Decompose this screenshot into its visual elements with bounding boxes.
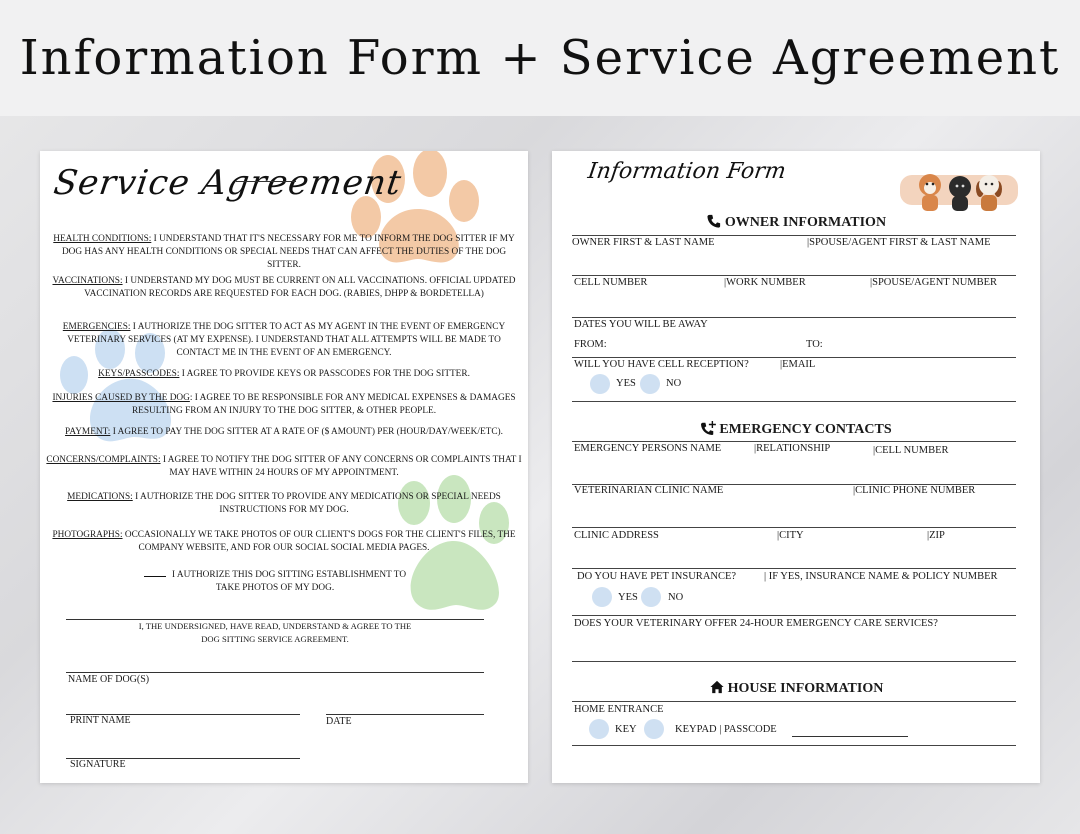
clause-photographs: PHOTOGRAPHS: OCCASIONALLY WE TAKE PHOTOS OF OUR CLIENT'S DOGS FOR THE CLIENT'S FILES, THE COMPANY WEBSITE, AND FOR OUR SOCIAL SOCIAL MEDIA PAGES. (52, 530, 516, 553)
cell-reception-yes-label: YES (616, 378, 636, 389)
banner-title: Information Form + Service Agreement (19, 30, 1061, 86)
acknowledgement-text: I, THE UNDERSIGNED, HAVE READ, UNDERSTAND & AGREE TO THE DOG SITTING SERVICE AGREEMENT. (138, 621, 412, 644)
cell-reception-label: WILL YOU HAVE CELL RECEPTION? (574, 359, 749, 370)
insurance-name-field[interactable] (572, 615, 1016, 616)
service-agreement-page (40, 151, 528, 783)
owner-info-heading: OWNER INFORMATION (552, 214, 1040, 231)
clause-keys: KEYS/PASSCODES: I AGREE TO PROVIDE KEYS OR PASSCODES FOR THE DOG SITTER. (98, 369, 470, 379)
owner-name-label: OWNER FIRST & LAST NAME (572, 237, 715, 248)
print-name-label: PRINT NAME (70, 715, 131, 726)
house-icon (709, 680, 725, 694)
emergency-heading-rule (572, 441, 1016, 442)
clause-concerns: CONCERNS/COMPLAINTS: I AGREE TO NOTIFY THE DOG SITTER OF ANY CONCERNS OR COMPLAINTS THAT I MAY HAVE WITHIN 24 HOURS OF MY APPOINTMENT. (46, 455, 522, 478)
dates-away-field[interactable] (572, 357, 1016, 358)
pet-insurance-no-label: NO (668, 592, 684, 603)
dogs-illustration-icon (900, 165, 1018, 213)
cell-reception-yes-radio[interactable] (590, 374, 610, 394)
house-heading-rule (572, 701, 1016, 702)
email-label: |EMAIL (780, 359, 816, 370)
pet-insurance-yes-radio[interactable] (592, 587, 612, 607)
vet-clinic-label: VETERINARIAN CLINIC NAME (574, 485, 724, 496)
phone-numbers-field[interactable] (572, 317, 1016, 318)
clinic-address-field[interactable] (572, 568, 1016, 569)
information-form-title: Information Form (586, 159, 788, 184)
owner-heading-rule (572, 235, 1016, 236)
home-entrance-label: HOME ENTRANCE (574, 704, 664, 715)
pug-dog-icon (949, 176, 971, 211)
spouse-name-label: |SPOUSE/AGENT FIRST & LAST NAME (807, 237, 991, 248)
dates-away-label: DATES YOU WILL BE AWAY (574, 319, 708, 330)
service-agreement-title: Service Agreement (51, 163, 405, 203)
clause-injuries: INJURIES CAUSED BY THE DOG: I AGREE TO BE RESPONSIBLE FOR ANY MEDICAL EXPENSES & DAMAGES RESULTING FROM AN INJURY TO THE DOG SITTER, & OTHER PEOPLE. (52, 393, 516, 416)
pet-insurance-yes-label: YES (618, 592, 638, 603)
phone-plus-icon (700, 421, 716, 435)
clause-emergencies: EMERGENCIES: I AUTHORIZE THE DOG SITTER TO ACT AS MY AGENT IN THE EVENT OF EMERGENCY VETERINARY SERVICES (AT MY EXPENSE). I UNDERSTAND THAT ALL ATTEMPTS WILL BE MADE TO CONTACT ME IN THE EVENT OF AN EMERGENCY. (62, 322, 506, 358)
city-label: |CITY (777, 530, 804, 541)
entrance-key-radio[interactable] (589, 719, 609, 739)
information-form-page (552, 151, 1040, 783)
shiba-dog-icon (919, 174, 941, 211)
relationship-label: |RELATIONSHIP (754, 443, 831, 454)
photo-authorization-initials[interactable] (144, 576, 166, 577)
email-field[interactable] (572, 401, 1016, 402)
dog-name-line[interactable] (66, 672, 484, 673)
entrance-key-label: KEY (615, 724, 637, 735)
clinic-phone-label: |CLINIC PHONE NUMBER (853, 485, 976, 496)
date-label: DATE (326, 716, 352, 727)
pet-insurance-no-radio[interactable] (641, 587, 661, 607)
entrance-keypad-radio[interactable] (644, 719, 664, 739)
phone-icon (706, 214, 722, 228)
vet-clinic-field[interactable] (572, 527, 1016, 528)
cell-number-label: CELL NUMBER (574, 277, 648, 288)
entrance-keypad-label: KEYPAD | PASSCODE (675, 724, 777, 735)
clause-vaccinations: VACCINATIONS: I UNDERSTAND MY DOG MUST BE CURRENT ON ALL VACCINATIONS. OFFICIAL UPDATED VACCINATION RECORDS ARE REQUESTED FOR EACH DOG. (RABIES, DHPP & BORDETELLA) (52, 276, 516, 299)
owner-name-field[interactable] (572, 275, 1016, 276)
zip-label: |ZIP (927, 530, 945, 541)
banner (0, 0, 1080, 116)
from-label: FROM: (574, 339, 607, 350)
emergency-contacts-heading: EMERGENCY CONTACTS (552, 421, 1040, 438)
cell-reception-no-radio[interactable] (640, 374, 660, 394)
clinic-address-label: CLINIC ADDRESS (574, 530, 659, 541)
clause-medications: MEDICATIONS: I AUTHORIZE THE DOG SITTER TO PROVIDE ANY MEDICATIONS OR SPECIAL NEEDS INSTRUCTIONS FOR MY DOG. (67, 492, 501, 515)
emergency-care-label: DOES YOUR VETERINARY OFFER 24-HOUR EMERGENCY CARE SERVICES? (574, 618, 938, 629)
house-info-heading: HOUSE INFORMATION (552, 680, 1040, 697)
photo-authorization: I AUTHORIZE THIS DOG SITTING ESTABLISHMENT TO TAKE PHOTOS OF MY DOG. (140, 569, 410, 595)
date-line[interactable] (326, 714, 484, 715)
dog-name-label: NAME OF DOG(S) (68, 674, 150, 685)
clause-payment: PAYMENT: I AGREE TO PAY THE DOG SITTER AT A RATE OF ($ AMOUNT) PER (HOUR/DAY/WEEK/ETC). (65, 427, 503, 437)
house-bottom-rule (572, 745, 1016, 746)
passcode-field[interactable] (792, 736, 908, 737)
insurance-name-label: | IF YES, INSURANCE NAME & POLICY NUMBER (764, 571, 998, 582)
pet-insurance-label: DO YOU HAVE PET INSURANCE? (577, 571, 737, 582)
work-number-label: |WORK NUMBER (724, 277, 806, 288)
cell-reception-no-label: NO (666, 378, 682, 389)
signature-label: SIGNATURE (70, 759, 126, 770)
to-label: TO: (806, 339, 823, 350)
emergency-persons-label: EMERGENCY PERSONS NAME (574, 443, 722, 454)
spouse-number-label: |SPOUSE/AGENT NUMBER (870, 277, 998, 288)
emergency-cell-label: |CELL NUMBER (873, 445, 949, 456)
emergency-care-field[interactable] (572, 661, 1016, 662)
clause-health: HEALTH CONDITIONS: I UNDERSTAND THAT IT'S NECESSARY FOR ME TO INFORM THE DOG SITTER IF MY DOG HAS ANY HEALTH CONDITIONS OR SPECIAL NEEDS THAT CAN AFFECT THE DUTIES OF THE DOG SITTER. (53, 234, 515, 270)
title-underline (236, 181, 296, 182)
